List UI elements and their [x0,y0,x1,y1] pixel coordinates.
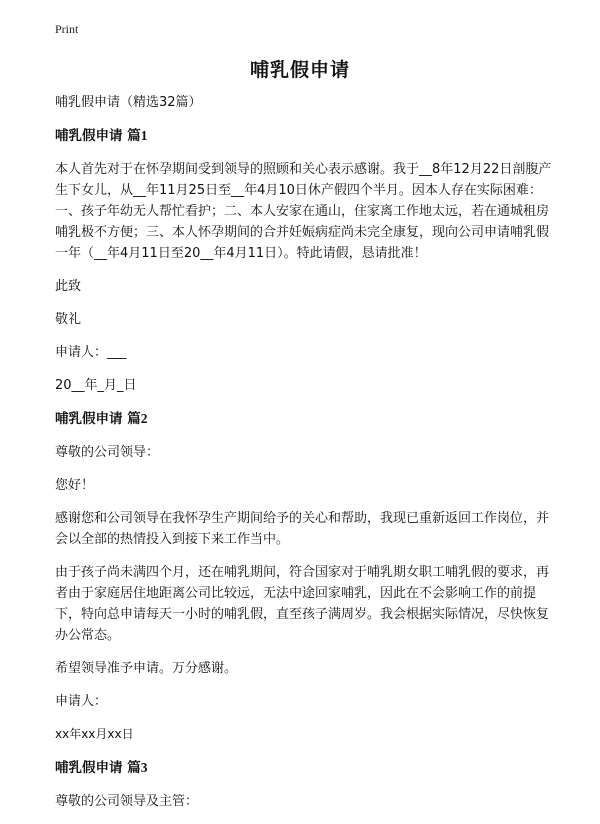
section-heading-text: 哺乳假申请 篇 [55,411,141,427]
paragraph: 希望领导准予申请。万分感谢。 [55,661,238,676]
document-body [55,92,555,824]
paragraph: 20__年_月_日 [55,378,137,393]
paragraph: 此致 [55,279,82,294]
section-heading-text: 哺乳假申请 篇 [55,760,141,776]
print-link[interactable]: Print [55,22,79,36]
section-heading-2 [55,408,555,430]
paragraph: 申请人： [55,694,108,709]
paragraph: 本人首先对于在怀孕期间受到领导的照顾和关心表示感谢。我于__8年12月22日剖腹产生下女儿，从__年11月25日至__年4月10日休产假四个半月。因本人存在实际困难：一、孩子年幼无人帮忙看护；二、本人安家在通山，住家离工作地太远，若在通城租房哺乳极不方便；三、本人怀孕期间的合并妊娠病症尚未完全康复，现向公司申请哺乳假一年（__年4月11日至20__年4月11日）。特此请假，恳请批准！ [55,162,552,261]
paragraph: 您好！ [55,478,95,493]
section-heading-number: 2 [140,411,148,426]
section-heading-number: 3 [140,760,148,775]
paragraph: 申请人：___ [55,345,127,360]
paragraph: 尊敬的公司领导： [55,445,160,460]
section-heading-1 [55,125,555,147]
page-title: 哺乳假申请 [249,59,350,81]
paragraph: 敬礼 [55,312,82,327]
section-heading-text: 哺乳假申请 篇 [55,128,141,144]
paragraph: 由于孩子尚未满四个月，还在哺乳期间，符合国家对于哺乳期女职工哺乳假的要求，再者由于家庭居住地距离公司比较远，无法中途回家哺乳，因此在不会影响工作的前提下，特向总申请每天一小时的哺乳假，直至孩子满周岁。我会根据实际情况，尽快恢复办公常态。 [55,565,550,643]
paragraph: 感谢您和公司领导在我怀孕生产期间给予的关心和帮助，我现已重新返回工作岗位，并会以全部的热情投入到接下来工作当中。 [55,511,550,547]
paragraph: 尊敬的公司领导及主管： [55,794,199,809]
document-subtitle: 哺乳假申请（精选32篇） [55,95,202,110]
paragraph: xx年xx月xx日 [55,727,134,741]
section-heading-number: 1 [140,128,148,143]
